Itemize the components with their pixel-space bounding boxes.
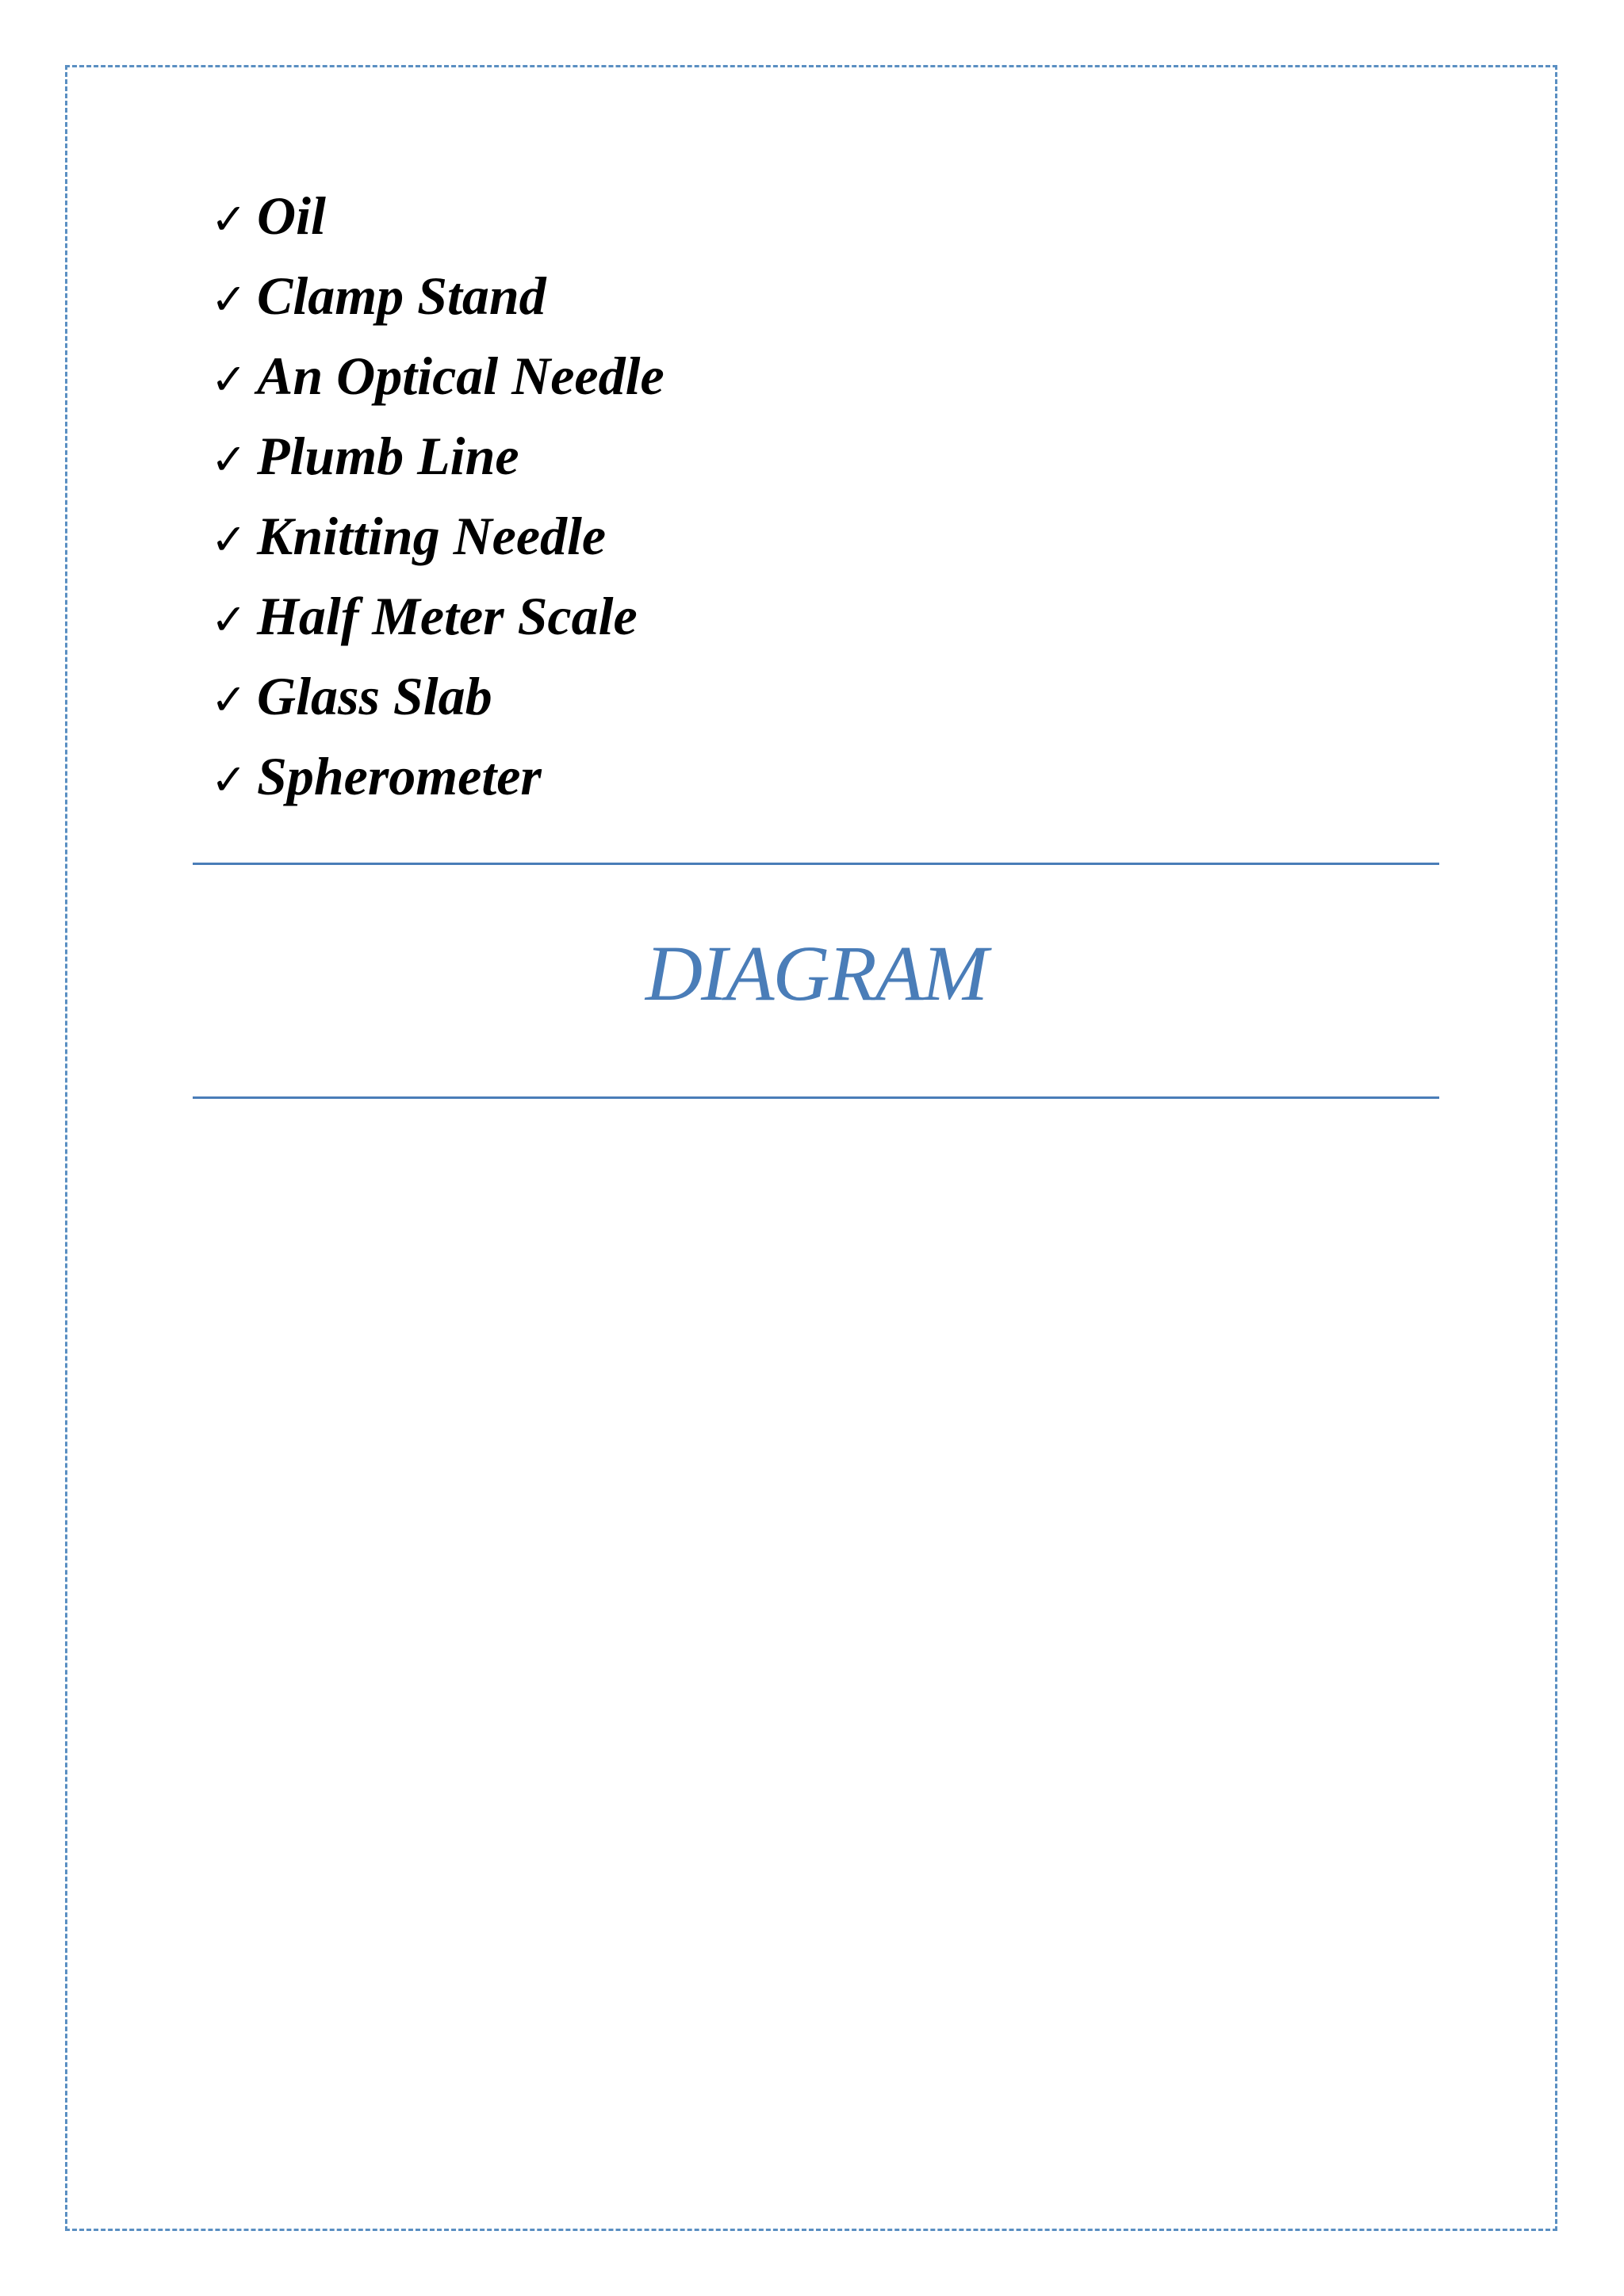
checkmark-icon: ✓ — [211, 194, 247, 244]
apparatus-list — [211, 176, 665, 817]
section-divider-bottom — [193, 1096, 1439, 1099]
list-item-label: Half Meter Scale — [257, 586, 638, 646]
list-item — [211, 496, 665, 576]
list-item-label: Knitting Needle — [257, 506, 607, 566]
checkmark-icon: ✓ — [211, 434, 247, 484]
checkmark-icon: ✓ — [211, 515, 247, 564]
section-divider-top — [193, 863, 1439, 865]
list-item — [211, 416, 665, 496]
checkmark-icon: ✓ — [211, 354, 247, 404]
list-item-label: An Optical Needle — [257, 346, 665, 406]
list-item — [211, 176, 665, 256]
list-item — [211, 336, 665, 416]
list-item-label: Glass Slab — [257, 666, 492, 726]
list-item — [211, 256, 665, 336]
checkmark-icon: ✓ — [211, 755, 247, 805]
list-item — [211, 737, 665, 817]
checkmark-icon: ✓ — [211, 595, 247, 645]
list-item — [211, 656, 665, 737]
checkmark-icon: ✓ — [211, 274, 247, 324]
list-item — [211, 576, 665, 656]
list-item-label: Plumb Line — [257, 426, 519, 486]
list-item-label: Spherometer — [257, 746, 542, 806]
checkmark-icon: ✓ — [211, 675, 247, 725]
list-item-label: Clamp Stand — [257, 266, 546, 326]
section-title: DIAGRAM — [645, 929, 987, 1017]
list-item-label: Oil — [257, 186, 326, 246]
